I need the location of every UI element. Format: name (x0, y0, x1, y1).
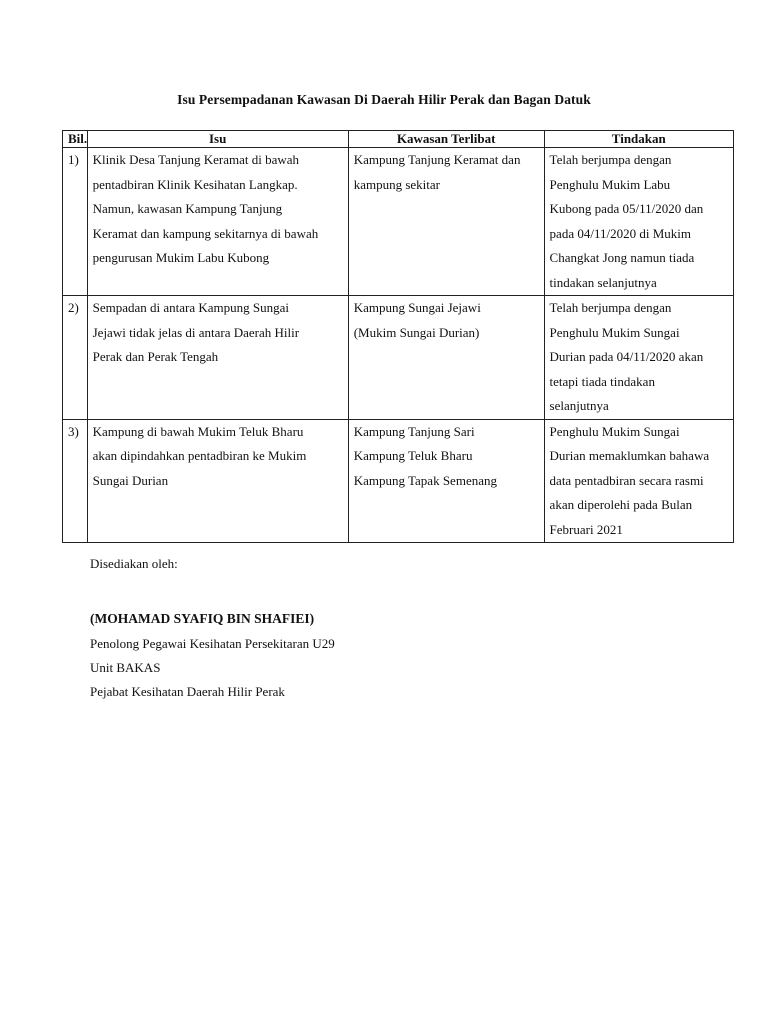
prepared-by-label: Disediakan oleh: (90, 556, 178, 571)
cell-isu: Sempadan di antara Kampung Sungai Jejawi tidak jelas di antara Daerah Hilir Perak dan Perak Tengah (87, 296, 348, 420)
header-bil: Bil. (63, 131, 88, 148)
table-row (63, 419, 734, 543)
signer-name: (MOHAMAD SYAFIQ BIN SHAFIEI) (90, 611, 315, 626)
header-isu: Isu (87, 131, 348, 148)
cell-kawasan: Kampung Tanjung Keramat dan kampung sekitar (348, 148, 544, 296)
cell-tindakan: Penghulu Mukim Sungai Durian memaklumkan bahawa data pentadbiran secara rasmi akan diperolehi pada Bulan Februari 2021 (544, 419, 733, 543)
document-title: Isu Persempadanan Kawasan Di Daerah Hilir Perak dan Bagan Datuk (177, 92, 591, 107)
cell-bil: 3) (63, 419, 88, 543)
table-row (63, 296, 734, 420)
cell-isu: Kampung di bawah Mukim Teluk Bharu akan dipindahkan pentadbiran ke Mukim Sungai Durian (87, 419, 348, 543)
cell-tindakan: Telah berjumpa dengan Penghulu Mukim Sungai Durian pada 04/11/2020 akan tetapi tiada tindakan selanjutnya (544, 296, 733, 420)
signer-office: Pejabat Kesihatan Daerah Hilir Perak (90, 684, 285, 699)
cell-tindakan: Telah berjumpa dengan Penghulu Mukim Labu Kubong pada 05/11/2020 dan pada 04/11/2020 di Mukim Changkat Jong namun tiada tindakan selanjutnya (544, 148, 733, 296)
cell-isu: Klinik Desa Tanjung Keramat di bawah pentadbiran Klinik Kesihatan Langkap. Namun, kawasan Kampung Tanjung Keramat dan kampung sekitarnya di bawah pengurusan Mukim Labu Kubong (87, 148, 348, 296)
signer-position: Penolong Pegawai Kesihatan Persekitaran U29 (90, 636, 335, 651)
cell-bil: 2) (63, 296, 88, 420)
cell-bil: 1) (63, 148, 88, 296)
table-row (63, 148, 734, 296)
signer-unit: Unit BAKAS (90, 660, 161, 675)
header-tindakan: Tindakan (544, 131, 733, 148)
cell-kawasan: Kampung Tanjung Sari Kampung Teluk Bharu Kampung Tapak Semenang (348, 419, 544, 543)
table-header-row (63, 131, 734, 148)
issues-table (62, 130, 734, 543)
header-kawasan: Kawasan Terlibat (348, 131, 544, 148)
cell-kawasan: Kampung Sungai Jejawi (Mukim Sungai Durian) (348, 296, 544, 420)
